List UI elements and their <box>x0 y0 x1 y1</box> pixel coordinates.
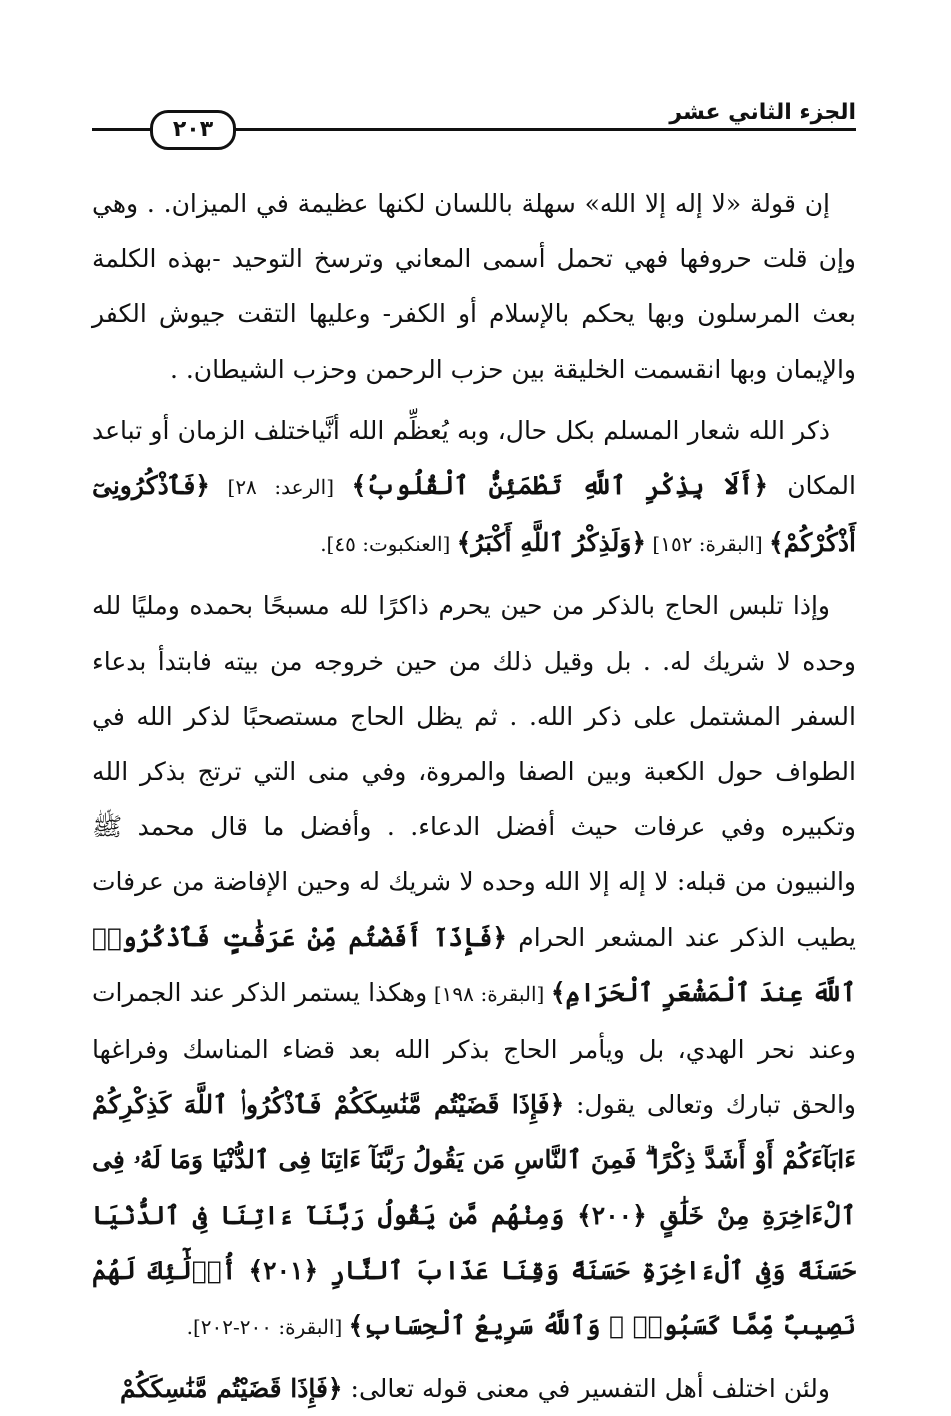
quran-verse: ﴿فَإِذَآ أَفَضْتُم مِّنْ عَرَفَٰتٍ فَٱذْكُرُوا۟ ٱللَّهَ عِندَ ٱلْمَشْعَرِ ٱلْحَرَامِ﴾ <box>92 922 856 1007</box>
paragraph-4 <box>92 1361 856 1416</box>
paragraph-3 <box>92 578 856 1355</box>
quran-verse: ﴿أَلَا بِذِكْرِ ٱللَّهِ تَطْمَئِنُّ ٱلْقُلُوبُ﴾ <box>351 471 769 501</box>
verse-reference: [البقرة: ٢٠٠-٢٠٢]. <box>186 1315 349 1340</box>
paragraph-text: ذكر الله شعار المسلم بكل حال، وبه يُعظِّم الله أنَّياختلف الزمان أو تباعد المكان <box>92 415 856 501</box>
verse-reference: [البقرة: ١٩٨] <box>427 981 551 1006</box>
paragraph-text: ولئن اختلف أهل التفسير في معنى قوله تعالى: <box>342 1374 830 1404</box>
verse-reference: [العنكبوت: ٤٥]. <box>320 532 457 557</box>
verse-reference: [الرعد: ٢٨] <box>209 475 352 500</box>
quran-verse: ﴿فَإِذَا قَضَيْتُم مَّنَٰسِكَكُمْ فَٱذْكُرُوا۟ ٱللَّهَ كَذِكْرِكُمْ ءَابَآءَكُمْ أَوْ أَشَدَّ ذِكْرًا ۗ فَمِنَ ٱلنَّاسِ مَن يَقُولُ رَبَّنَآ ءَاتِنَا فِى ٱلدُّنْيَا وَمَا لَهُۥ فِى ٱلْءَاخِرَةِ مِنْ خَلَٰقٍ ﴿٢٠٠﴾ وَمِنْهُم مَّن يَقُولُ رَبَّنَآ ءَاتِنَا فِى ٱلدُّنْيَا حَسَنَةً وَفِى ٱلْءَاخِرَةِ حَسَنَةً وَقِنَا عَذَابَ ٱلنَّارِ ﴿٢٠١﴾ أُو۟لَٰٓئِكَ لَهُمْ نَصِيبٌ مِّمَّا كَسَبُوا۟ ۚ وَٱللَّهُ سَرِيعُ ٱلْحِسَابِ﴾ <box>92 1090 856 1341</box>
quran-verse: ﴿فَٱذْكُرُونِىٓ أَذْكُرْكُمْ﴾ <box>92 471 856 558</box>
chapter-title: الجزء الثاني عشر <box>669 100 856 125</box>
paragraph-text: إن قولة «لا إله إلا الله» سهلة باللسان لكنها عظيمة في الميزان. . وهي وإن قلت حروفها فهي تحمل أسمى المعاني وترسخ التوحيد -بهذه الكلمة بعث المرسلون وبها يحكم بالإسلام أو الكفر- وعليها التقت جيوش الكفر والإيمان وبها انقسمت الخليقة بين حزب الرحمن وحزب الشيطان. . <box>92 189 856 384</box>
paragraph-1 <box>92 176 856 397</box>
page-number: ٢٠٣ <box>150 110 236 150</box>
body-text <box>92 176 856 1416</box>
quran-verse: ﴿فَإِذَا قَضَيْتُم مَّنَٰسِكَكُمْ <box>120 1374 343 1404</box>
paragraph-2 <box>92 403 856 573</box>
quran-verse: ﴿وَلَذِكْرُ ٱللَّهِ أَكْبَرُ﴾ <box>456 528 647 558</box>
page-header <box>92 100 856 142</box>
paragraph-text: وهكذا يستمر الذكر عند الجمرات وعند نحر الهدي، بل ويأمر الحاج بذكر الله بعد قضاء المناسك وفراغها والحق تبارك وتعالى يقول: <box>92 977 856 1120</box>
verse-reference: [البقرة: ١٥٢] <box>646 532 770 557</box>
paragraph-text: وإذا تلبس الحاج بالذكر من حين يحرم ذاكرًا لله مسبحًا بحمده ومليًا لله وحده لا شريك له. . بل وقيل ذلك من حين خروجه من بيته فابتدأ بدعاء السفر المشتمل على ذكر الله. . ثم يظل الحاج مستصحبًا لذكر الله في الطواف حول الكعبة وبين الصفا والمروة، وفي منى التي ترتج بذكر الله وتكبيره وفي عرفات حيث أفضل الدعاء. . وأفضل ما قال محمد ﷺ والنبيون من قبله: لا إله إلا الله وحده لا شريك له وحين الإفاضة من عرفات يطيب الذكر عند المشعر الحرام <box>92 591 856 952</box>
